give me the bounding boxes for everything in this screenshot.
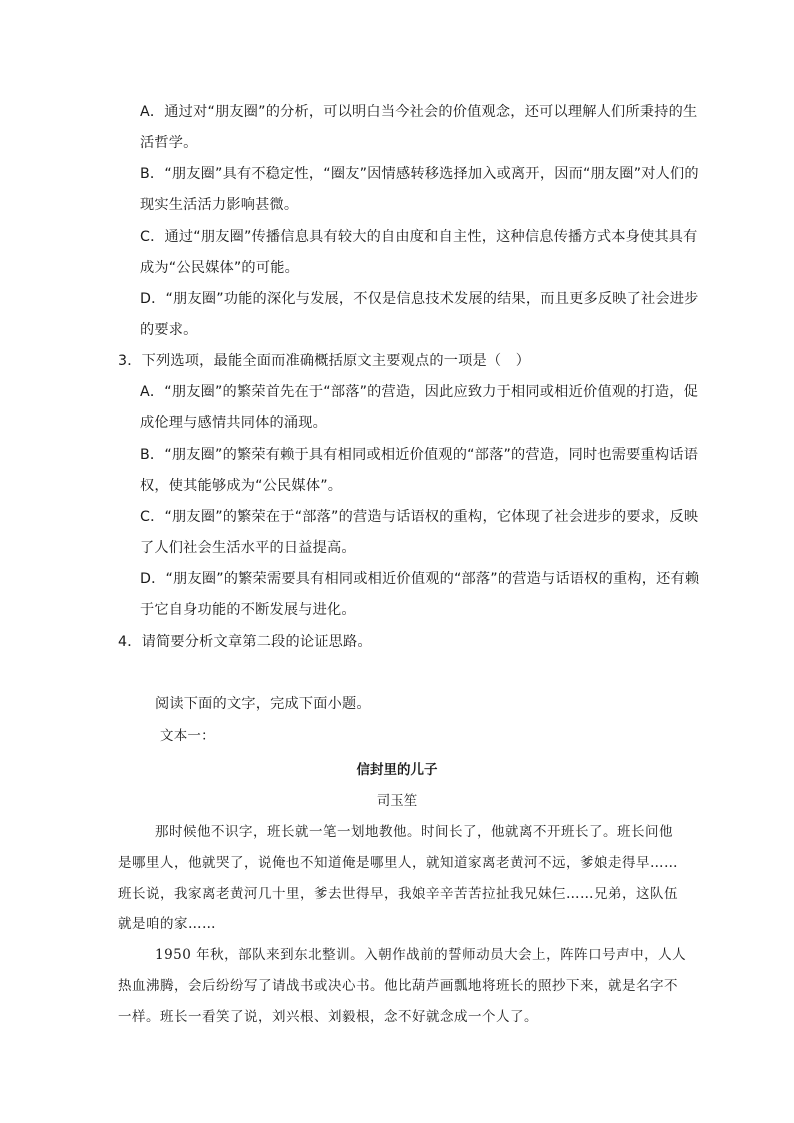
q3-option-d-line2: 于它自身功能的不断发展与进化。 — [140, 602, 356, 618]
text-label: 文本一： — [160, 728, 215, 744]
q3-option-c-line2: 了人们社会生活水平的日益提高。 — [140, 540, 356, 556]
story-para1-line2: 是哪里人，他就哭了，说俺也不知道俺是哪里人，就知道家离老黄河不远，爹娘走得早…… — [118, 855, 678, 871]
q2-option-a-line1: A．通过对“朋友圈”的分析，可以明白当今社会的价值观念，还可以理解人们所秉持的生 — [140, 104, 698, 120]
q2-option-d-line2: 的要求。 — [140, 322, 198, 338]
q3-option-b-line2: 权，使其能够成为“公民媒体”。 — [140, 478, 343, 494]
q3-stem: 3．下列选项，最能全面而准确概括原文主要观点的一项是（ ） — [118, 353, 531, 369]
story-para2-line3: 一样。班长一看笑了说，刘兴根、刘毅根，念不好就念成一个人了。 — [118, 1009, 538, 1025]
q2-option-a-line2: 活哲学。 — [140, 135, 198, 151]
q3-option-b-line1: B．“朋友圈”的繁荣有赖于具有相同或相近价值观的“部落”的营造，同时也需要重构话语 — [140, 447, 699, 463]
q2-option-b-line2: 现实生活活力影响甚微。 — [140, 197, 299, 213]
q2-option-c-line1: C．通过“朋友圈”传播信息具有较大的自由度和自主性，这种信息传播方式本身使其具有 — [140, 229, 698, 245]
story-para1-line4: 就是咱的家…… — [118, 916, 216, 932]
reading-prompt: 阅读下面的文字，完成下面小题。 — [155, 696, 371, 712]
q3-option-d-line1: D．“朋友圈”的繁荣需要具有相同或相近价值观的“部落”的营造与话语权的重构，还有赖 — [140, 571, 700, 587]
q2-option-c-line2: 成为“公民媒体”的可能。 — [140, 260, 299, 276]
q3-option-a-line1: A．“朋友圈”的繁荣首先在于“部落”的营造，因此应致力于相同或相近价值观的打造，促 — [140, 384, 699, 400]
story-para2-line2: 热血沸腾，会后纷纷写了请战书或决心书。他比葫芦画瓢地将班长的照抄下来，就是名字不 — [118, 978, 678, 994]
q3-option-c-line1: C．“朋友圈”的繁荣在于“部落”的营造与话语权的重构，它体现了社会进步的要求，反映 — [140, 509, 699, 525]
story-author: 司玉笙 — [376, 793, 418, 809]
story-para1-line1: 那时候他不识字，班长就一笔一划地教他。时间长了，他就离不开班长了。班长问他 — [155, 824, 673, 840]
q3-option-a-line2: 成伦理与感情共同体的涌现。 — [140, 415, 328, 431]
story-para1-line3: 班长说，我家离老黄河几十里，爹去世得早，我娘辛辛苦苦拉扯我兄妹仨……兄弟，这队伍 — [118, 886, 678, 902]
q2-option-b-line1: B．“朋友圈”具有不稳定性，“圈友”因情感转移选择加入或离开，因而“朋友圈”对人们的 — [140, 166, 699, 182]
story-para2-line1: 1950 年秋，部队来到东北整训。入朝作战前的誓师动员大会上，阵阵口号声中，人人 — [155, 947, 687, 963]
q4-stem: 4．请简要分析文章第二段的论证思路。 — [118, 634, 372, 650]
story-title: 信封里的儿子 — [356, 762, 438, 778]
q2-option-d-line1: D．“朋友圈”功能的深化与发展，不仅是信息技术发展的结果，而且更多反映了社会进步 — [140, 291, 699, 307]
